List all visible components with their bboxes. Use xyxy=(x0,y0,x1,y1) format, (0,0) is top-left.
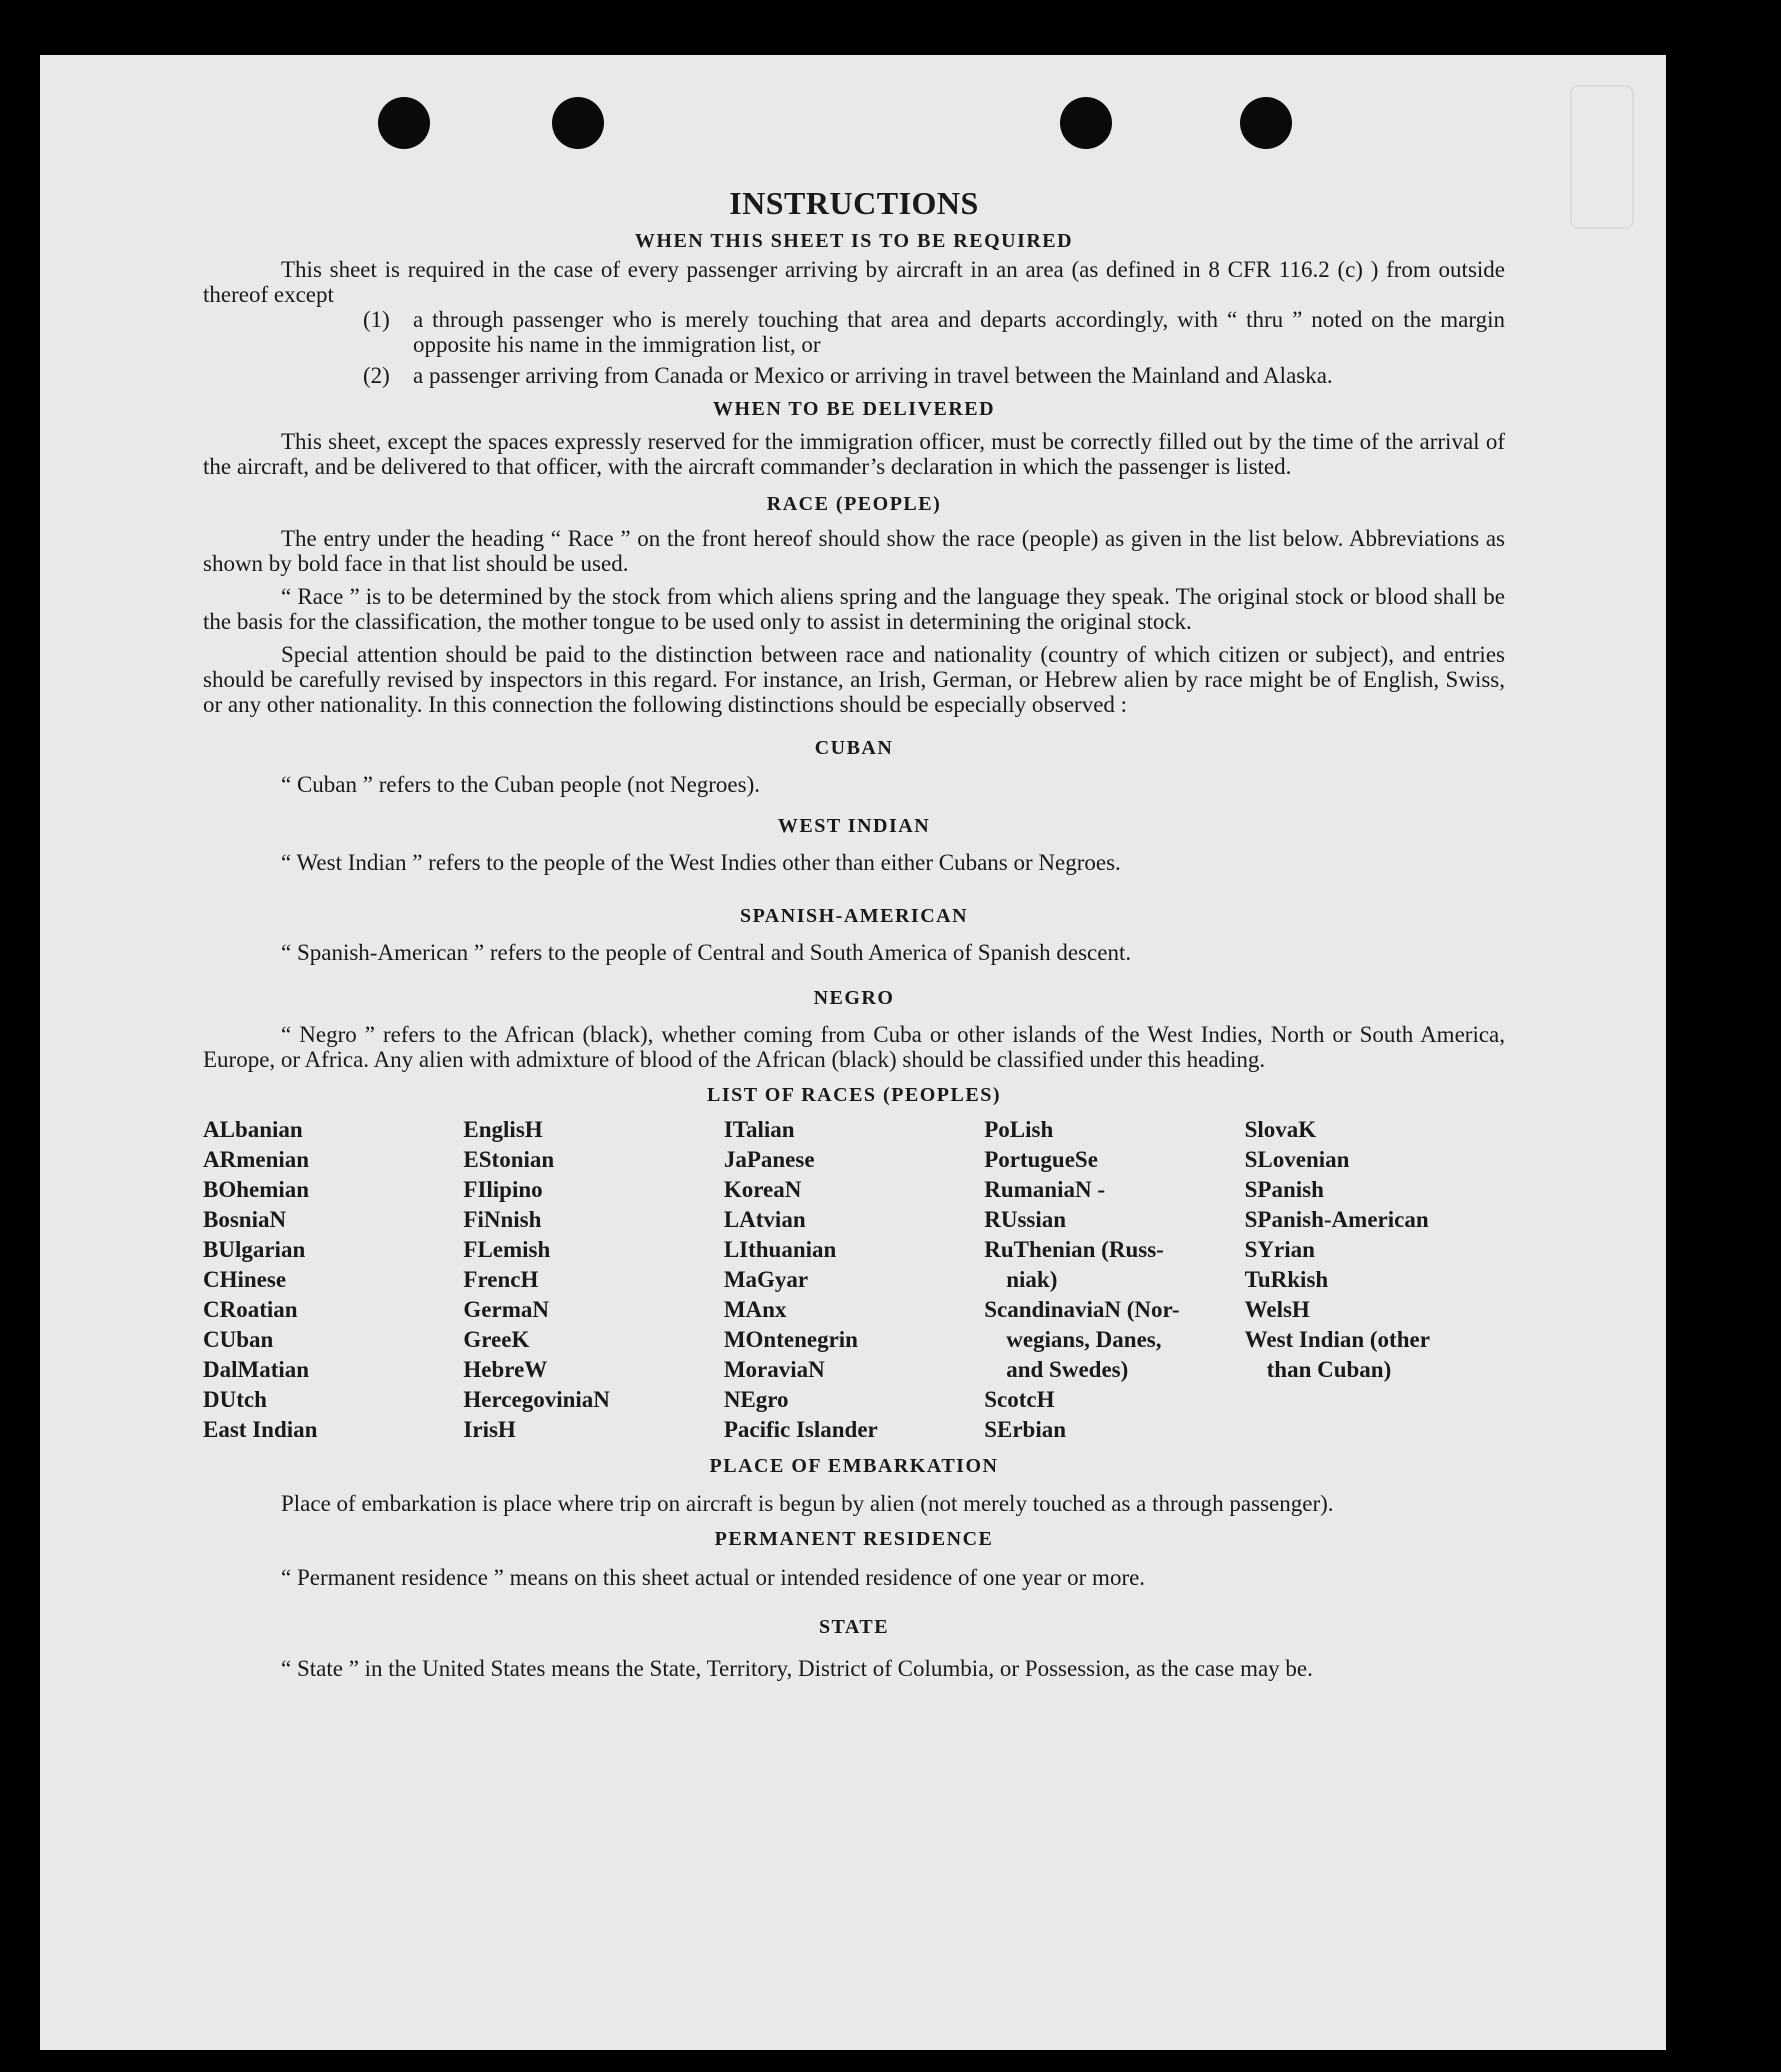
required-intro: This sheet is required in the case of every passenger arriving by aircraft in an area (as defined in 8 CFR 116.2 (c) ) from outside thereof except xyxy=(203,257,1505,307)
race-entry: GermaN xyxy=(463,1297,549,1322)
item-text: a through passenger who is merely touching that area and departs accordingly, with “ thru ” noted on the margin opposite his name in the immigration list, or xyxy=(413,307,1505,357)
document-page xyxy=(40,55,1666,2050)
race-entry: FiNnish xyxy=(463,1207,542,1232)
punch-hole xyxy=(1060,97,1112,149)
race-entry: MOntenegrin xyxy=(723,1327,858,1352)
heading-spanish-american: SPANISH-AMERICAN xyxy=(739,905,969,927)
race-entry: CRoatian xyxy=(203,1297,298,1322)
race-paragraph-2: “ Race ” is to be determined by the stock from which aliens spring and the language they speak. The original stock or blood shall be the basis for the classification, the mother tongue to be used only to assist in determining the original stock. xyxy=(203,584,1505,634)
race-entry: CHinese xyxy=(203,1267,287,1292)
race-entry: SErbian xyxy=(984,1417,1067,1442)
race-entry: DalMatian xyxy=(203,1357,310,1382)
race-entry: BosniaN xyxy=(203,1207,287,1232)
race-entry: ARmenian xyxy=(203,1147,310,1172)
races-column xyxy=(724,1115,984,1445)
race-entry: SLovenian xyxy=(1244,1147,1350,1172)
heading-races-list: LIST OF RACES (PEOPLES) xyxy=(706,1084,1001,1106)
race-entry: MAnx xyxy=(723,1297,787,1322)
races-column xyxy=(463,1115,723,1445)
race-entry: IrisH xyxy=(463,1417,516,1442)
punch-hole xyxy=(378,97,430,149)
race-entry: PortugueSe xyxy=(984,1147,1098,1172)
race-entry: EnglisH xyxy=(463,1117,543,1142)
item-number: (1) xyxy=(363,307,390,332)
race-entry: than Cuban) xyxy=(1266,1357,1392,1382)
race-entry: CUban xyxy=(203,1327,274,1352)
race-entry: WelsH xyxy=(1244,1297,1310,1322)
item-number: (2) xyxy=(363,363,390,388)
delivered-text: This sheet, except the spaces expressly reserved for the immigration officer, must be correctly filled out by the time of the arrival of the aircraft, and be delivered to that officer, with the aircraft commander’s declaration in which the passenger is listed. xyxy=(203,429,1505,479)
race-paragraph-1: The entry under the heading “ Race ” on the front hereof should show the race (people) as given in the list below. Abbreviations as shown by bold face in that list should be used. xyxy=(203,526,1505,576)
race-entry: DUtch xyxy=(203,1387,267,1412)
race-entry: GreeK xyxy=(463,1327,530,1352)
race-entry: wegians, Danes, xyxy=(1006,1327,1162,1352)
race-entry: TuRkish xyxy=(1244,1267,1329,1292)
race-entry: FLemish xyxy=(463,1237,551,1262)
race-entry: PoLish xyxy=(984,1117,1054,1142)
state-text: “ State ” in the United States means the State, Territory, District of Columbia, or Possession, as the case may be. xyxy=(281,1656,1313,1681)
race-entry: HercegoviniaN xyxy=(463,1387,610,1412)
race-paragraph-3: Special attention should be paid to the distinction between race and nationality (country of which citizen or subject), and entries should be carefully revised by inspectors in this regard. For instance, an Irish, German, or Hebrew alien by race might be of English, Swiss, or any other nationality. In this connection the following distinctions should be especially observed : xyxy=(203,642,1505,717)
race-entry: niak) xyxy=(1006,1267,1058,1292)
races-column xyxy=(203,1115,463,1445)
race-entry: FrencH xyxy=(463,1267,539,1292)
race-entry: EStonian xyxy=(463,1147,555,1172)
heading-embarkation: PLACE OF EMBARKATION xyxy=(709,1455,999,1477)
bleed-through-box xyxy=(1570,85,1634,229)
race-entry: BOhemian xyxy=(203,1177,310,1202)
race-entry: RUssian xyxy=(984,1207,1067,1232)
race-entry: ScandinaviaN (Nor- xyxy=(984,1297,1180,1322)
heading-cuban: CUBAN xyxy=(814,737,894,759)
embarkation-text: Place of embarkation is place where trip on aircraft is begun by alien (not merely touched as a through passenger). xyxy=(281,1491,1334,1516)
cuban-text: “ Cuban ” refers to the Cuban people (not Negroes). xyxy=(281,772,761,797)
race-entry: and Swedes) xyxy=(1006,1357,1129,1382)
heading-delivered: WHEN TO BE DELIVERED xyxy=(712,398,996,420)
race-entry: RumaniaN - xyxy=(984,1177,1105,1202)
heading-west-indian: WEST INDIAN xyxy=(777,815,931,837)
punch-hole xyxy=(552,97,604,149)
race-entry: ScotcH xyxy=(984,1387,1055,1412)
heading-race: RACE (PEOPLE) xyxy=(766,493,942,515)
race-entry: SPanish xyxy=(1244,1177,1324,1202)
required-item xyxy=(363,363,1505,388)
race-entry: HebreW xyxy=(463,1357,548,1382)
negro-text: “ Negro ” refers to the African (black), whether coming from Cuba or other islands of the West Indies, North or South America, Europe, or Africa. Any alien with admixture of blood of the African (black) should be classified under this heading. xyxy=(203,1022,1505,1072)
spanish-american-text: “ Spanish-American ” refers to the people of Central and South America of Spanish descent. xyxy=(281,940,1132,965)
races-list xyxy=(203,1115,1505,1445)
race-entry: ITalian xyxy=(723,1117,795,1142)
required-item xyxy=(363,307,1505,357)
race-entry: MaGyar xyxy=(723,1267,809,1292)
race-entry: RuThenian (Russ- xyxy=(984,1237,1164,1262)
race-entry: BUlgarian xyxy=(203,1237,306,1262)
race-entry: NEgro xyxy=(723,1387,789,1412)
races-column xyxy=(984,1115,1244,1445)
race-entry: FIlipino xyxy=(463,1177,543,1202)
race-entry: MoraviaN xyxy=(723,1357,825,1382)
race-entry: LIthuanian xyxy=(723,1237,837,1262)
race-entry: LAtvian xyxy=(723,1207,806,1232)
race-entry: SYrian xyxy=(1244,1237,1315,1262)
residence-text: “ Permanent residence ” means on this sheet actual or intended residence of one year or more. xyxy=(281,1565,1146,1590)
punch-hole xyxy=(1240,97,1292,149)
race-entry: Pacific Islander xyxy=(723,1417,878,1442)
race-entry: SlovaK xyxy=(1244,1117,1317,1142)
race-entry: East Indian xyxy=(203,1417,318,1442)
heading-state: STATE xyxy=(818,1616,890,1638)
heading-negro: NEGRO xyxy=(813,987,895,1009)
race-entry: SPanish-American xyxy=(1244,1207,1429,1232)
race-entry: West Indian (other xyxy=(1244,1327,1430,1352)
west-indian-text: “ West Indian ” refers to the people of the West Indies other than either Cubans or Negroes. xyxy=(281,850,1121,875)
race-entry: KoreaN xyxy=(723,1177,802,1202)
races-column xyxy=(1245,1115,1505,1445)
heading-residence: PERMANENT RESIDENCE xyxy=(714,1528,994,1550)
item-text: a passenger arriving from Canada or Mexico or arriving in travel between the Mainland and Alaska. xyxy=(413,363,1333,388)
instructions-content xyxy=(203,185,1505,1685)
heading-required: WHEN THIS SHEET IS TO BE REQUIRED xyxy=(634,230,1074,252)
race-entry: JaPanese xyxy=(723,1147,815,1172)
race-entry: ALbanian xyxy=(203,1117,303,1142)
page-title: INSTRUCTIONS xyxy=(729,185,979,221)
